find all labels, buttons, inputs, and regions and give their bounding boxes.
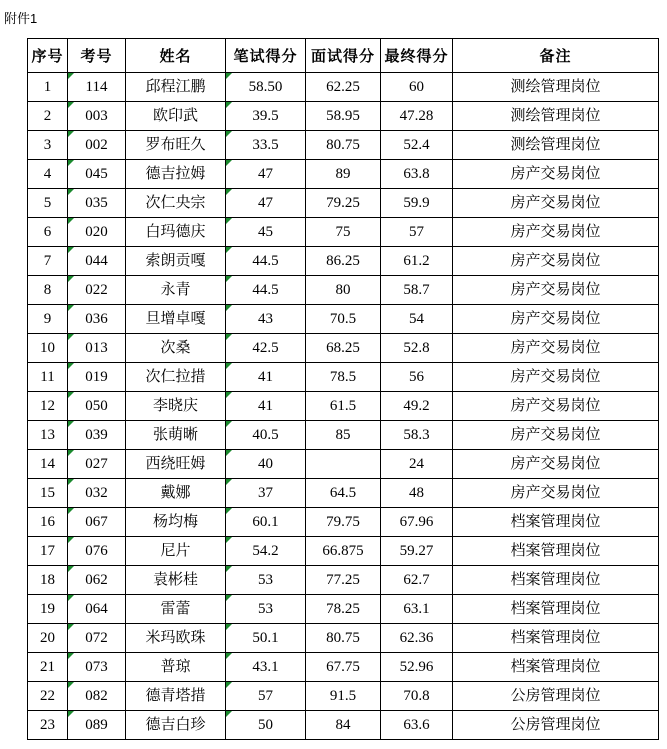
cell-serial[interactable]: 7 — [28, 247, 68, 276]
table-row — [28, 160, 659, 189]
cell-name[interactable]: 德吉白珍 — [126, 711, 226, 740]
cell-name[interactable]: 旦增卓嘎 — [126, 305, 226, 334]
cell-written-score[interactable]: 44.5 — [226, 276, 306, 305]
table-row — [28, 189, 659, 218]
cell-serial[interactable]: 11 — [28, 363, 68, 392]
cell-written-score[interactable]: 45 — [226, 218, 306, 247]
cell-final-score[interactable]: 52.8 — [381, 334, 453, 363]
table-row — [28, 421, 659, 450]
cell-final-score[interactable]: 24 — [381, 450, 453, 479]
cell-interview-score[interactable]: 67.75 — [306, 653, 381, 682]
cell-remarks[interactable]: 房产交易岗位 — [453, 218, 659, 247]
cell-written-score[interactable]: 40.5 — [226, 421, 306, 450]
table-row — [28, 479, 659, 508]
cell-final-score[interactable]: 57 — [381, 218, 453, 247]
cell-final-score[interactable]: 59.9 — [381, 189, 453, 218]
cell-exam-number[interactable]: 073 — [68, 653, 126, 682]
column-header-interview-score[interactable]: 面试得分 — [306, 39, 381, 73]
cell-remarks[interactable]: 房产交易岗位 — [453, 247, 659, 276]
cell-exam-number[interactable]: 019 — [68, 363, 126, 392]
table-row — [28, 131, 659, 160]
cell-exam-number[interactable]: 027 — [68, 450, 126, 479]
cell-remarks[interactable]: 测绘管理岗位 — [453, 73, 659, 102]
cell-exam-number[interactable]: 067 — [68, 508, 126, 537]
cell-remarks[interactable]: 房产交易岗位 — [453, 479, 659, 508]
cell-serial[interactable]: 13 — [28, 421, 68, 450]
cell-name[interactable]: 戴娜 — [126, 479, 226, 508]
cell-written-score[interactable]: 60.1 — [226, 508, 306, 537]
cell-name[interactable]: 西绕旺姆 — [126, 450, 226, 479]
cell-name[interactable]: 李晓庆 — [126, 392, 226, 421]
cell-final-score[interactable]: 60 — [381, 73, 453, 102]
cell-remarks[interactable]: 档案管理岗位 — [453, 537, 659, 566]
cell-remarks[interactable]: 房产交易岗位 — [453, 160, 659, 189]
cell-final-score[interactable]: 61.2 — [381, 247, 453, 276]
table-body — [28, 73, 659, 740]
cell-remarks[interactable]: 测绘管理岗位 — [453, 102, 659, 131]
cell-final-score[interactable]: 63.1 — [381, 595, 453, 624]
cell-name[interactable]: 米玛欧珠 — [126, 624, 226, 653]
cell-exam-number[interactable]: 082 — [68, 682, 126, 711]
cell-name[interactable]: 次桑 — [126, 334, 226, 363]
cell-name[interactable]: 白玛德庆 — [126, 218, 226, 247]
cell-final-score[interactable]: 52.4 — [381, 131, 453, 160]
cell-serial[interactable]: 23 — [28, 711, 68, 740]
cell-interview-score[interactable]: 91.5 — [306, 682, 381, 711]
cell-serial[interactable]: 1 — [28, 73, 68, 102]
cell-final-score[interactable]: 63.6 — [381, 711, 453, 740]
cell-final-score[interactable]: 70.8 — [381, 682, 453, 711]
cell-final-score[interactable]: 47.28 — [381, 102, 453, 131]
cell-interview-score[interactable] — [306, 450, 381, 479]
cell-serial[interactable]: 15 — [28, 479, 68, 508]
cell-serial[interactable]: 17 — [28, 537, 68, 566]
cell-interview-score[interactable]: 58.95 — [306, 102, 381, 131]
cell-name[interactable]: 尼片 — [126, 537, 226, 566]
cell-serial[interactable]: 20 — [28, 624, 68, 653]
cell-remarks[interactable]: 房产交易岗位 — [453, 392, 659, 421]
cell-exam-number[interactable]: 050 — [68, 392, 126, 421]
table-row — [28, 73, 659, 102]
column-header-exam-number[interactable]: 考号 — [68, 39, 126, 73]
cell-serial[interactable]: 8 — [28, 276, 68, 305]
table-row — [28, 276, 659, 305]
cell-remarks[interactable]: 房产交易岗位 — [453, 421, 659, 450]
cell-final-score[interactable]: 49.2 — [381, 392, 453, 421]
cell-remarks[interactable]: 档案管理岗位 — [453, 508, 659, 537]
cell-interview-score[interactable]: 79.75 — [306, 508, 381, 537]
cell-exam-number[interactable]: 003 — [68, 102, 126, 131]
cell-written-score[interactable]: 41 — [226, 392, 306, 421]
table-row — [28, 247, 659, 276]
cell-serial[interactable]: 14 — [28, 450, 68, 479]
cell-name[interactable]: 德青塔措 — [126, 682, 226, 711]
cell-serial[interactable]: 16 — [28, 508, 68, 537]
cell-interview-score[interactable]: 80.75 — [306, 624, 381, 653]
cell-final-score[interactable]: 62.7 — [381, 566, 453, 595]
cell-name[interactable]: 雷蕾 — [126, 595, 226, 624]
cell-exam-number[interactable]: 039 — [68, 421, 126, 450]
cell-interview-score[interactable]: 80 — [306, 276, 381, 305]
cell-exam-number[interactable]: 064 — [68, 595, 126, 624]
cell-exam-number[interactable]: 013 — [68, 334, 126, 363]
table-row — [28, 595, 659, 624]
cell-serial[interactable]: 3 — [28, 131, 68, 160]
cell-exam-number[interactable]: 072 — [68, 624, 126, 653]
cell-name[interactable]: 欧印武 — [126, 102, 226, 131]
table-row — [28, 218, 659, 247]
cell-serial[interactable]: 9 — [28, 305, 68, 334]
table-row — [28, 537, 659, 566]
cell-written-score[interactable]: 44.5 — [226, 247, 306, 276]
cell-interview-score[interactable]: 68.25 — [306, 334, 381, 363]
cell-name[interactable]: 袁彬桂 — [126, 566, 226, 595]
cell-exam-number[interactable]: 089 — [68, 711, 126, 740]
cell-final-score[interactable]: 58.7 — [381, 276, 453, 305]
cell-written-score[interactable]: 58.50 — [226, 73, 306, 102]
cell-interview-score[interactable]: 75 — [306, 218, 381, 247]
cell-remarks[interactable]: 公房管理岗位 — [453, 682, 659, 711]
cell-exam-number[interactable]: 036 — [68, 305, 126, 334]
cell-remarks[interactable]: 档案管理岗位 — [453, 595, 659, 624]
cell-interview-score[interactable]: 78.25 — [306, 595, 381, 624]
cell-serial[interactable]: 22 — [28, 682, 68, 711]
cell-remarks[interactable]: 房产交易岗位 — [453, 305, 659, 334]
column-header-remarks[interactable]: 备注 — [453, 39, 659, 73]
table-row — [28, 450, 659, 479]
cell-remarks[interactable]: 档案管理岗位 — [453, 624, 659, 653]
cell-final-score[interactable]: 56 — [381, 363, 453, 392]
table-row — [28, 566, 659, 595]
cell-interview-score[interactable]: 85 — [306, 421, 381, 450]
cell-name[interactable]: 次仁拉措 — [126, 363, 226, 392]
cell-remarks[interactable]: 房产交易岗位 — [453, 189, 659, 218]
cell-name[interactable]: 邱程江鹏 — [126, 73, 226, 102]
cell-written-score[interactable]: 37 — [226, 479, 306, 508]
cell-interview-score[interactable]: 79.25 — [306, 189, 381, 218]
cell-interview-score[interactable]: 70.5 — [306, 305, 381, 334]
cell-remarks[interactable]: 公房管理岗位 — [453, 711, 659, 740]
table-row — [28, 711, 659, 740]
cell-exam-number[interactable]: 045 — [68, 160, 126, 189]
attachment-label: 附件1 — [4, 11, 38, 26]
table-row — [28, 334, 659, 363]
cell-remarks[interactable]: 房产交易岗位 — [453, 363, 659, 392]
cell-name[interactable]: 罗布旺久 — [126, 131, 226, 160]
cell-written-score[interactable]: 53 — [226, 566, 306, 595]
cell-written-score[interactable]: 33.5 — [226, 131, 306, 160]
cell-name[interactable]: 普琼 — [126, 653, 226, 682]
cell-serial[interactable]: 2 — [28, 102, 68, 131]
cell-remarks[interactable]: 档案管理岗位 — [453, 653, 659, 682]
cell-final-score[interactable]: 48 — [381, 479, 453, 508]
cell-exam-number[interactable]: 062 — [68, 566, 126, 595]
cell-written-score[interactable]: 42.5 — [226, 334, 306, 363]
cell-final-score[interactable]: 54 — [381, 305, 453, 334]
cell-name[interactable]: 德吉拉姆 — [126, 160, 226, 189]
cell-remarks[interactable]: 房产交易岗位 — [453, 276, 659, 305]
cell-interview-score[interactable]: 77.25 — [306, 566, 381, 595]
cell-final-score[interactable]: 62.36 — [381, 624, 453, 653]
cell-written-score[interactable]: 40 — [226, 450, 306, 479]
cell-name[interactable]: 次仁央宗 — [126, 189, 226, 218]
cell-interview-score[interactable]: 66.875 — [306, 537, 381, 566]
cell-final-score[interactable]: 67.96 — [381, 508, 453, 537]
cell-written-score[interactable]: 41 — [226, 363, 306, 392]
cell-serial[interactable]: 5 — [28, 189, 68, 218]
table-row — [28, 102, 659, 131]
cell-written-score[interactable]: 50.1 — [226, 624, 306, 653]
table-row — [28, 392, 659, 421]
cell-exam-number[interactable]: 022 — [68, 276, 126, 305]
cell-written-score[interactable]: 50 — [226, 711, 306, 740]
cell-name[interactable]: 索朗贡嘎 — [126, 247, 226, 276]
cell-final-score[interactable]: 58.3 — [381, 421, 453, 450]
cell-serial[interactable]: 4 — [28, 160, 68, 189]
cell-final-score[interactable]: 52.96 — [381, 653, 453, 682]
cell-exam-number[interactable]: 020 — [68, 218, 126, 247]
cell-remarks[interactable]: 房产交易岗位 — [453, 450, 659, 479]
table-row — [28, 363, 659, 392]
cell-final-score[interactable]: 59.27 — [381, 537, 453, 566]
cell-exam-number[interactable]: 002 — [68, 131, 126, 160]
cell-serial[interactable]: 21 — [28, 653, 68, 682]
column-header-name[interactable]: 姓名 — [126, 39, 226, 73]
table-row — [28, 682, 659, 711]
cell-written-score[interactable]: 43 — [226, 305, 306, 334]
header-row — [28, 39, 659, 73]
cell-written-score[interactable]: 57 — [226, 682, 306, 711]
cell-remarks[interactable]: 档案管理岗位 — [453, 566, 659, 595]
cell-written-score[interactable]: 47 — [226, 189, 306, 218]
cell-written-score[interactable]: 54.2 — [226, 537, 306, 566]
table-header — [28, 39, 659, 73]
cell-name[interactable]: 张萌晰 — [126, 421, 226, 450]
cell-written-score[interactable]: 39.5 — [226, 102, 306, 131]
cell-exam-number[interactable]: 032 — [68, 479, 126, 508]
cell-exam-number[interactable]: 114 — [68, 73, 126, 102]
cell-serial[interactable]: 18 — [28, 566, 68, 595]
cell-serial[interactable]: 10 — [28, 334, 68, 363]
table-row — [28, 508, 659, 537]
cell-exam-number[interactable]: 076 — [68, 537, 126, 566]
score-table — [27, 38, 659, 740]
cell-serial[interactable]: 19 — [28, 595, 68, 624]
cell-written-score[interactable]: 43.1 — [226, 653, 306, 682]
table-row — [28, 653, 659, 682]
table-row — [28, 624, 659, 653]
column-header-serial[interactable]: 序号 — [28, 39, 68, 73]
cell-interview-score[interactable]: 86.25 — [306, 247, 381, 276]
cell-serial[interactable]: 6 — [28, 218, 68, 247]
cell-serial[interactable]: 12 — [28, 392, 68, 421]
column-header-written-score[interactable]: 笔试得分 — [226, 39, 306, 73]
cell-interview-score[interactable]: 61.5 — [306, 392, 381, 421]
cell-interview-score[interactable]: 62.25 — [306, 73, 381, 102]
cell-remarks[interactable]: 房产交易岗位 — [453, 334, 659, 363]
cell-interview-score[interactable]: 64.5 — [306, 479, 381, 508]
cell-interview-score[interactable]: 89 — [306, 160, 381, 189]
cell-written-score[interactable]: 47 — [226, 160, 306, 189]
cell-written-score[interactable]: 53 — [226, 595, 306, 624]
cell-interview-score[interactable]: 80.75 — [306, 131, 381, 160]
cell-exam-number[interactable]: 035 — [68, 189, 126, 218]
column-header-final-score[interactable]: 最终得分 — [381, 39, 453, 73]
cell-name[interactable]: 永青 — [126, 276, 226, 305]
cell-final-score[interactable]: 63.8 — [381, 160, 453, 189]
cell-remarks[interactable]: 测绘管理岗位 — [453, 131, 659, 160]
cell-exam-number[interactable]: 044 — [68, 247, 126, 276]
table-row — [28, 305, 659, 334]
cell-interview-score[interactable]: 78.5 — [306, 363, 381, 392]
cell-interview-score[interactable]: 84 — [306, 711, 381, 740]
cell-name[interactable]: 杨均梅 — [126, 508, 226, 537]
